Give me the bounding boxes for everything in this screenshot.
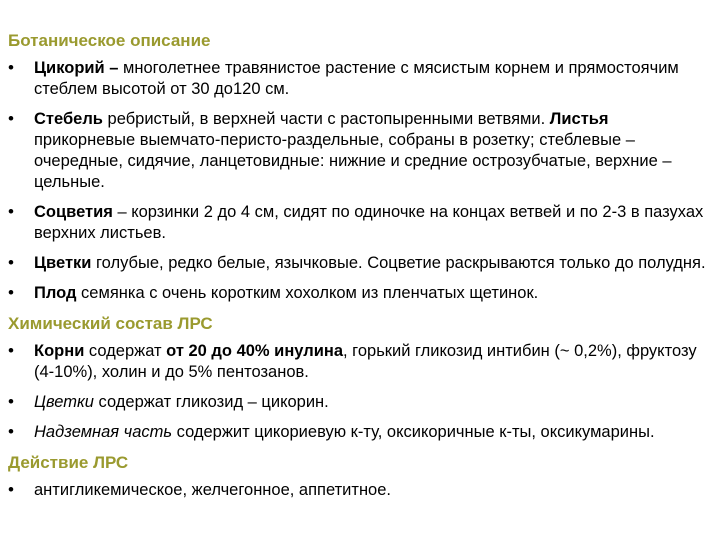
bullet-icon: •	[8, 392, 14, 411]
bullet-icon: •	[8, 58, 14, 77]
bullet-text: ребристый, в верхней части с растопыренными ветвями.	[102, 110, 550, 128]
bullet-text: антигликемическое, желчегонное, аппетитное.	[34, 481, 391, 499]
bullet-item	[8, 422, 708, 443]
italic-term: Надземная часть	[34, 423, 173, 441]
bold-term: Соцветия	[34, 203, 113, 221]
bullet-item	[8, 253, 708, 274]
bullet-text: многолетнее травянистое растение с мясистым корнем и прямостоячим стеблем высотой от 30 до120 см.	[34, 59, 679, 98]
bullet-item	[8, 109, 708, 193]
italic-term: Цветки	[34, 393, 94, 411]
bold-term: Плод	[34, 284, 77, 302]
section-heading: Ботаническое описание	[8, 31, 211, 50]
bullet-icon: •	[8, 480, 14, 499]
bold-term: Корни	[34, 342, 85, 360]
bullet-item	[8, 341, 708, 383]
bold-term: Цикорий –	[34, 59, 124, 77]
bullet-text: голубые, редко белые, язычковые. Соцветие раскрываются только до полудня.	[91, 254, 706, 272]
bullet-text: содержат гликозид – цикорин.	[93, 393, 329, 411]
bullet-item	[8, 202, 708, 244]
bullet-icon: •	[8, 202, 14, 221]
bullet-text: прикорневые выемчато-перисто-раздельные, собраны в розетку; стеблевые – очередные, сидячие, ланцетовидные: нижние и средние острозубчатые, верхние – цельные.	[34, 131, 672, 191]
bullet-text: – корзинки 2 до 4 см, сидят по одиночке на концах ветвей и по 2-3 в пазухах верхних листьев.	[34, 203, 704, 242]
slide-content	[8, 30, 708, 510]
bold-term: Стебель	[34, 110, 103, 128]
bullet-item	[8, 58, 708, 100]
bullet-text: семянка с очень коротким хохолком из пленчатых щетинок.	[76, 284, 539, 302]
bullet-text: , горький гликозид интибин (~ 0,2%), фруктозу (4-10%), холин и до 5% пентозанов.	[34, 342, 697, 381]
bullet-item	[8, 392, 708, 413]
bold-term: от 20 до 40% инулина	[166, 342, 344, 360]
bullet-item	[8, 480, 708, 501]
bullet-icon: •	[8, 109, 14, 128]
bullet-text: содержит цикориевую к-ту, оксикоричные к-ты, оксикумарины.	[172, 423, 655, 441]
bold-term: Листья	[549, 110, 609, 128]
bullet-icon: •	[8, 422, 14, 441]
section-heading: Действие ЛРС	[8, 453, 129, 472]
bullet-icon: •	[8, 341, 14, 360]
section-heading: Химический состав ЛРС	[8, 314, 213, 333]
bullet-icon: •	[8, 253, 14, 272]
bullet-text: содержат	[84, 342, 167, 360]
bold-term: Цветки	[34, 254, 92, 272]
bullet-icon: •	[8, 283, 14, 302]
bullet-item	[8, 283, 708, 304]
